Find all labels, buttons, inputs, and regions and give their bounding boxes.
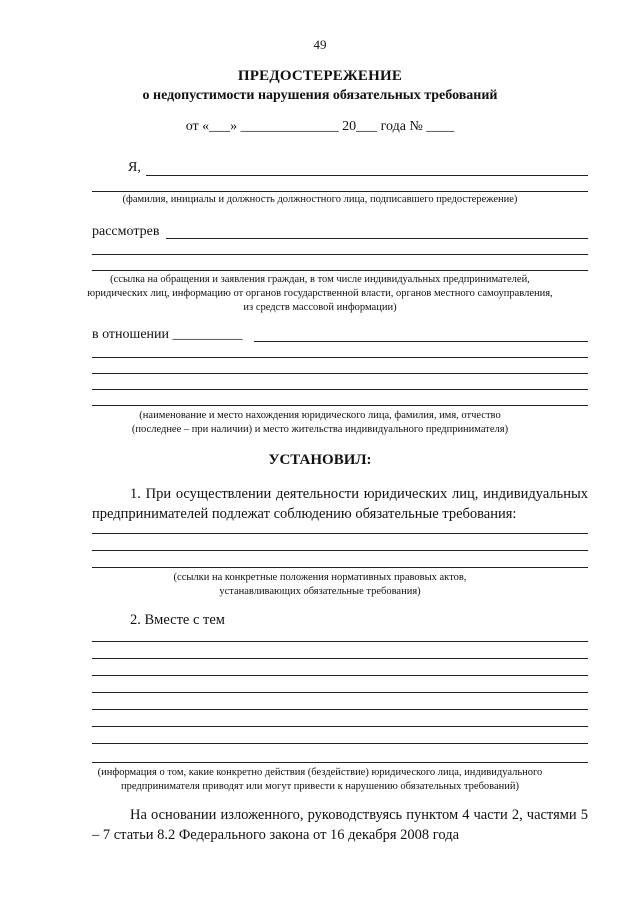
document-subtitle: о недопустимости нарушения обязательных требований: [142, 88, 498, 103]
item-2-fill-line-8: [92, 762, 588, 763]
item-2-fill-line-3: [92, 675, 588, 676]
otnoshenii-fill-line-2: [92, 357, 588, 358]
rassmotrev-fill-line: [166, 238, 588, 239]
rassmotrev-caption-1: (ссылка на обращения и заявления граждан, в том числе индивидуальных предпринимателей,: [110, 274, 530, 285]
ya-fill-line-2: [92, 191, 588, 192]
item-1-caption-1: (ссылки на конкретные положения нормативных правовых актов,: [173, 572, 467, 583]
item-1-text: 1. При осуществлении деятельности юридических лиц, индивидуальных предпринимателей подлежат соблюдению обязательные требования:: [92, 486, 588, 522]
rassmotrev-caption-2: юридических лиц, информацию от органов государственной власти, органов местного самоуправления,: [87, 288, 553, 299]
item-2-caption-2: предпринимателя приводят или могут привести к нарушению обязательных требований): [120, 781, 520, 792]
item-1-fill-line-3: [92, 567, 588, 568]
otnoshenii-label: в отношении __________: [92, 327, 243, 342]
item-2-fill-line-1: [92, 641, 588, 642]
page-number: 49: [313, 37, 327, 52]
item-2-fill-line-2: [92, 658, 588, 659]
final-paragraph: На основании изложенного, руководствуясь пунктом 4 части 2, частями 5 – 7 статьи 8.2 Федерального закона от 16 декабря 2008 года: [92, 807, 588, 843]
rassmotrev-fill-line-3: [92, 270, 588, 271]
item-2-fill-line-4: [92, 692, 588, 693]
otnoshenii-caption-2: (последнее – при наличии) и место жительства индивидуального предпринимателя): [131, 424, 509, 435]
item-2-fill-line-7: [92, 743, 588, 744]
item-1-fill-line-1: [92, 533, 588, 534]
rassmotrev-fill-line-2: [92, 254, 588, 255]
otnoshenii-fill-line: [254, 341, 588, 342]
ya-fill-line: [146, 175, 588, 176]
ustanovil-heading: УСТАНОВИЛ:: [268, 452, 372, 468]
item-1-fill-line-2: [92, 550, 588, 551]
otnoshenii-fill-line-3: [92, 373, 588, 374]
ya-caption: (фамилия, инициалы и должность должностного лица, подписавшего предостережение): [122, 194, 518, 205]
otnoshenii-fill-line-4: [92, 389, 588, 390]
item-1-caption-2: устанавливающих обязательные требования): [219, 586, 421, 597]
rassmotrev-caption-3: из средств массовой информации): [243, 302, 397, 313]
item-2-fill-line-6: [92, 726, 588, 727]
date-number-line: от «___» ______________ 20___ года № ____: [185, 119, 455, 134]
item-2-caption-1: (информация о том, какие конкретно действия (бездействие) юридического лица, индивидуального: [97, 767, 543, 778]
otnoshenii-fill-line-5: [92, 405, 588, 406]
item-2-fill-line-5: [92, 709, 588, 710]
ya-label: Я,: [128, 160, 141, 175]
item-2-text: 2. Вместе с тем: [130, 612, 225, 628]
otnoshenii-caption-1: (наименование и место нахождения юридического лица, фамилия, имя, отчество: [139, 410, 501, 421]
document-title: ПРЕДОСТЕРЕЖЕНИЕ: [237, 68, 403, 84]
rassmotrev-label: рассмотрев: [92, 224, 160, 239]
